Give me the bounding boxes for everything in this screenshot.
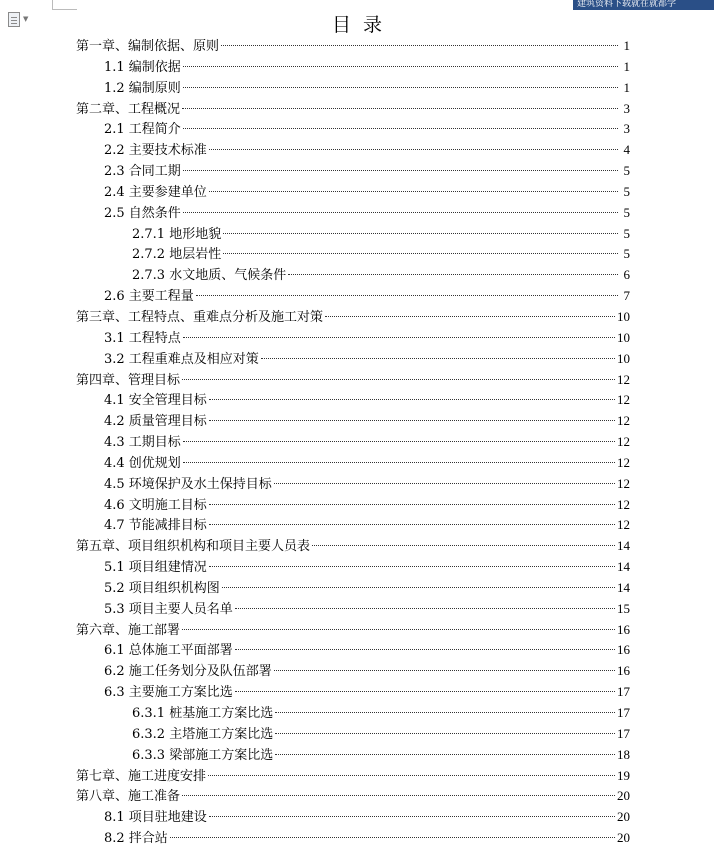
toc-entry[interactable]: [0, 286, 714, 307]
toc-entry-page: 4: [623, 142, 630, 158]
toc-entry-page: 1: [623, 58, 630, 74]
toc-entry-page: 17: [617, 684, 630, 700]
dot-leader: [183, 337, 615, 338]
dot-leader: [235, 691, 615, 692]
toc-entry-page: 18: [617, 746, 630, 762]
toc-entry-text: 2.2 主要技术标准: [104, 143, 207, 159]
toc-entry-page: 14: [617, 579, 630, 595]
toc-entry[interactable]: [0, 244, 714, 265]
toc-entry-text: 6.3.1 桩基施工方案比选: [132, 706, 274, 721]
toc-entry-text: 3.2 工程重难点及相应对策: [104, 351, 259, 367]
toc-entry-text: 1.2 编制原则: [104, 80, 181, 96]
toc-entry-text: 8.2 拌合站: [104, 831, 168, 847]
toc-entry[interactable]: [0, 557, 714, 578]
dot-leader: [182, 108, 618, 109]
dot-leader: [196, 295, 618, 296]
toc-entry-page: 5: [623, 204, 630, 220]
toc-entry-text: 第四章、管理目标: [76, 372, 181, 388]
toc-entry[interactable]: [0, 203, 714, 224]
toc-entry-page: 17: [617, 705, 630, 720]
toc-entry-text: 第五章、项目组织机构和项目主要人员表: [76, 539, 311, 555]
toc-entry-page: 20: [617, 788, 630, 804]
toc-entry-text: 5.2 项目组织机构图: [104, 580, 220, 596]
toc-entry-text: 8.1 项目驻地建设: [104, 810, 207, 826]
toc-entry[interactable]: [0, 265, 714, 286]
toc-entry[interactable]: [0, 140, 714, 161]
toc-entry-text: 2.7.3 水文地质、气候条件: [132, 268, 287, 284]
toc-entry-text: 第八章、施工准备: [76, 789, 181, 805]
toc-entry-text: 第三章、工程特点、重难点分析及施工对策: [76, 309, 324, 325]
dot-leader: [208, 775, 615, 776]
toc-entry[interactable]: [0, 307, 714, 328]
toc-entry-text: 5.3 项目主要人员名单: [104, 601, 233, 617]
toc-entry-text: 2.7.1 地形地貌: [132, 226, 222, 242]
toc-entry-page: 10: [617, 329, 630, 345]
toc-entry[interactable]: [0, 99, 714, 120]
toc-entry-page: 14: [617, 559, 630, 575]
dot-leader: [183, 212, 618, 213]
toc-entry-page: 6: [623, 267, 630, 283]
toc-entry-text: 4.2 质量管理目标: [104, 414, 207, 430]
dot-leader: [274, 670, 615, 671]
toc-entry[interactable]: [0, 453, 714, 474]
toc-entry-text: 6.3.3 梁部施工方案比选: [132, 747, 274, 763]
toc-entry-text: 4.3 工期目标: [104, 435, 181, 451]
dot-leader: [209, 191, 618, 192]
dot-leader: [183, 128, 618, 129]
toc-entry-page: 12: [617, 371, 630, 387]
dot-leader: [183, 66, 618, 67]
dot-leader: [275, 754, 615, 755]
toc-entry-page: 20: [617, 830, 630, 846]
toc-entry-page: 1: [623, 79, 630, 95]
toc-entry[interactable]: [0, 766, 714, 787]
toc-entry-text: 4.6 文明施工目标: [104, 497, 207, 513]
toc-entry-page: 16: [617, 663, 630, 679]
dot-leader: [223, 253, 618, 254]
toc-entry-text: 第二章、工程概况: [76, 101, 181, 117]
toc-entry-page: 1: [623, 38, 630, 53]
toc-entry[interactable]: [0, 599, 714, 620]
toc-entry[interactable]: [0, 745, 714, 766]
dot-leader: [183, 87, 618, 88]
dot-leader: [209, 524, 615, 525]
toc-entry-page: 16: [617, 642, 630, 658]
toc-entry-page: 20: [617, 809, 630, 825]
header-banner: 建筑资料下载就在就都学: [573, 0, 714, 10]
toc-entry-text: 2.5 自然条件: [104, 205, 181, 221]
dot-leader: [209, 566, 615, 567]
toc-entry-page: 15: [617, 600, 630, 616]
dot-leader: [209, 420, 615, 421]
toc-entry[interactable]: [0, 786, 714, 807]
toc-entry-text: 2.1 工程简介: [104, 122, 181, 138]
toc-entry-page: 12: [617, 454, 630, 470]
toc-entry-text: 3.1 工程特点: [104, 330, 181, 346]
toc-entry-text: 6.3.2 主塔施工方案比选: [132, 726, 274, 742]
toc-entry[interactable]: [0, 828, 714, 849]
dot-leader: [235, 649, 615, 650]
dot-leader: [325, 316, 615, 317]
page-title: 目录: [331, 14, 394, 36]
toc-entry-text: 6.3 主要施工方案比选: [104, 685, 233, 701]
dot-leader: [183, 170, 618, 171]
toc-entry-page: 12: [617, 392, 630, 408]
toc-entry-page: 3: [623, 100, 630, 116]
toc-entry-page: 16: [617, 621, 630, 637]
toc-entry[interactable]: [0, 36, 714, 57]
toc-entry-page: 3: [623, 121, 630, 137]
toc-entry[interactable]: [0, 578, 714, 599]
dot-leader: [312, 545, 615, 546]
toc-entry[interactable]: [0, 640, 714, 661]
dot-leader: [222, 587, 615, 588]
toc-entry[interactable]: [0, 119, 714, 140]
toc-entry[interactable]: [0, 807, 714, 828]
dot-leader: [223, 233, 618, 234]
toc-entry-page: 7: [623, 288, 630, 304]
dot-leader: [288, 274, 618, 275]
toc-entry[interactable]: [0, 515, 714, 536]
toc-entry-text: 1.1 编制依据: [104, 59, 181, 75]
toc-entry[interactable]: [0, 536, 714, 557]
toc-entry-text: 6.2 施工任务划分及队伍部署: [104, 664, 272, 680]
dot-leader: [261, 358, 615, 359]
chevron-down-icon: ▼: [23, 15, 29, 23]
toc-entry-page: 5: [623, 163, 630, 179]
dot-leader: [209, 399, 615, 400]
toc-entry[interactable]: [0, 432, 714, 453]
margin-corner-marker: [52, 0, 77, 10]
toc-entry-page: 5: [623, 183, 630, 199]
toc-entry[interactable]: [0, 620, 714, 641]
toc-entry[interactable]: [0, 161, 714, 182]
toc-entry[interactable]: [0, 661, 714, 682]
dot-leader: [182, 629, 615, 630]
toc-entry-text: 4.7 节能减排目标: [104, 518, 207, 534]
toc-entry[interactable]: [0, 703, 714, 724]
toc-entry-text: 第七章、施工进度安排: [76, 768, 207, 784]
dot-leader: [235, 608, 615, 609]
toc-entry-text: 4.4 创优规划: [104, 455, 181, 471]
table-of-contents: [0, 36, 714, 849]
dot-leader: [182, 379, 615, 380]
toc-entry[interactable]: [0, 182, 714, 203]
dot-leader: [209, 504, 615, 505]
toc-entry-text: 2.3 合同工期: [104, 164, 181, 180]
toc-entry-page: 19: [617, 767, 630, 783]
dot-leader: [275, 733, 615, 734]
toc-entry[interactable]: [0, 474, 714, 495]
toc-entry-page: 12: [617, 475, 630, 491]
toc-entry-page: 12: [617, 517, 630, 533]
dot-leader: [183, 462, 615, 463]
toc-entry[interactable]: [0, 349, 714, 370]
toc-entry-text: 2.4 主要参建单位: [104, 184, 207, 200]
toc-entry-page: 5: [623, 225, 630, 241]
toc-entry-page: 14: [617, 538, 630, 554]
toc-entry-page: 5: [623, 246, 630, 262]
dot-leader: [183, 441, 615, 442]
toc-entry[interactable]: [0, 370, 714, 391]
toc-entry-text: 第六章、施工部署: [76, 622, 181, 638]
toc-entry[interactable]: [0, 328, 714, 349]
toc-entry-page: 12: [617, 434, 630, 450]
toc-entry-text: 2.7.2 地层岩性: [132, 247, 222, 263]
toc-entry[interactable]: [0, 390, 714, 411]
toc-entry-text: 2.6 主要工程量: [104, 289, 194, 305]
toc-entry-page: 17: [617, 725, 630, 741]
dot-leader: [182, 795, 615, 796]
dot-leader: [209, 149, 618, 150]
toc-entry[interactable]: [0, 682, 714, 703]
toc-entry[interactable]: [0, 411, 714, 432]
toc-entry-text: 4.1 安全管理目标: [104, 393, 207, 409]
dot-leader: [274, 483, 615, 484]
toc-entry-page: 12: [617, 496, 630, 512]
toc-entry-page: 10: [617, 308, 630, 324]
dot-leader: [221, 45, 618, 46]
toc-entry-text: 第一章、编制依据、原则: [76, 39, 220, 54]
toc-entry-text: 6.1 总体施工平面部署: [104, 643, 233, 659]
toc-entry[interactable]: [0, 224, 714, 245]
toc-entry-page: 10: [617, 350, 630, 366]
toc-entry[interactable]: [0, 495, 714, 516]
toc-entry[interactable]: [0, 78, 714, 99]
toc-entry[interactable]: [0, 57, 714, 78]
toc-entry[interactable]: [0, 724, 714, 745]
dot-leader: [170, 837, 615, 838]
toc-entry-page: 12: [617, 413, 630, 429]
dot-leader: [209, 816, 615, 817]
toc-entry-text: 5.1 项目组建情况: [104, 560, 207, 576]
toc-entry-text: 4.5 环境保护及水土保持目标: [104, 476, 272, 492]
dot-leader: [275, 712, 615, 713]
